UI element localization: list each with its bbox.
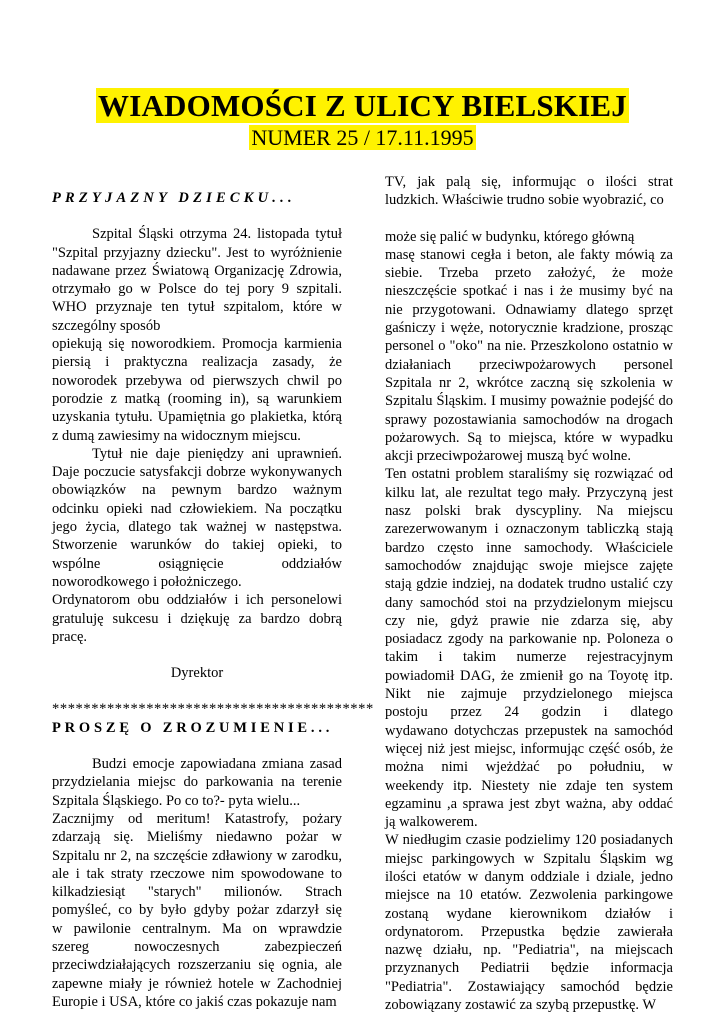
text-line: "Szpital przyjazny dziecku". Jest to wyróżnienie	[52, 244, 342, 261]
text-line: można nimi wjeżdżać po południu, w	[385, 759, 673, 776]
text-line: porodzie z matką (rooming in), są warunkiem	[52, 390, 342, 407]
text-line: kilku lat, ale rezultat tego mały. Przyczyną jest	[385, 484, 673, 501]
text-line: wspólne osiągnięcie oddziałów	[52, 555, 342, 572]
text-line: piersią i praktyczna realizacja zasady, że	[52, 354, 342, 371]
text-line: stają gdzie indziej, na dodatek trudno ustalić czy	[385, 576, 673, 593]
newsletter-title	[0, 88, 725, 124]
text-line: WHO przyznaje ten tytuł szpitalom, które w	[52, 299, 342, 316]
title-text: WIADOMOŚCI Z ULICY BIELSKIEJ	[98, 88, 627, 123]
text-line: więcej niż jest miejsc, informując część osób, że	[385, 740, 673, 757]
text-line: Ordynatorom obu oddziałów i ich personelowi	[52, 592, 342, 609]
article1-signature: Dyrektor	[170, 665, 224, 682]
text-line: ale i tak straty rzeczowe nim spowodowane to	[52, 865, 342, 882]
text-line: czy nie, gdyż prawie nie zdarza się, aby	[385, 612, 673, 629]
text-line: nazwę działu, np. "Pediatria", na miejscach	[385, 942, 673, 959]
text-line: zapewne miały je również hotele w Zachodniej	[52, 975, 342, 992]
article1-body	[52, 225, 342, 646]
text-line: nadawane przez Światową Organizację Zdrowia,	[52, 262, 342, 279]
text-line: miejsce na 10 etatów. Zezwolenia parkingowe	[385, 887, 673, 904]
text-line: ilości etatów w danym oddziale i dziale, jedno	[385, 868, 673, 885]
text-line: akcji przeciwpożarowej muszą być wolne.	[385, 448, 631, 465]
text-line: personel o "oko" na nie. Przeszkolono ostatnio w	[385, 338, 673, 355]
text-line: noworodek przebywa od pierwszych chwil po	[52, 372, 342, 389]
text-line: Szpital Śląski otrzyma 24. listopada tytuł	[92, 226, 342, 243]
text-line: pożarowych. Są to miejsca, które w wypadku	[385, 429, 673, 446]
text-line: z dumą zawiesimy na widocznym miejscu.	[52, 427, 301, 444]
text-line: nieszczęście spotkać i nas i że musimy być na	[385, 283, 673, 300]
text-line: takim i takim numerze rejestracyjnym	[385, 649, 673, 666]
text-line: gaśniczy i węże, notorycznie kradzione, prosząc	[385, 320, 673, 337]
text-line: dany samochód stoi na przydzielonym miejscu	[385, 594, 673, 611]
text-line: gratuluję sukcesu i dziękuję za bardzo dobrą	[52, 610, 342, 627]
text-line: W niedługim czasie podzielimy 120 posiadanych	[385, 832, 673, 849]
text-line: wydawano dotychczas przepustek na samochód	[385, 722, 673, 739]
text-line: Szpitala nr 2, wkrótce zaczną się szkolenia w	[385, 374, 673, 391]
text-line: szczególny sposób	[52, 317, 161, 334]
text-line: przydzielania miejsc do parkowania na terenie	[52, 774, 342, 791]
text-line: masę stanowi cegła i beton, ale fakty mówią za	[385, 246, 673, 263]
text-line: siebie. Trzeba przeto założyć, że może	[385, 265, 673, 282]
text-line: ją walkowerem.	[385, 814, 478, 831]
text-line: może się palić w budynku, którego główną	[385, 228, 635, 245]
text-line: nasz polski brak dyscypliny. Na miejscu	[385, 503, 673, 520]
text-line: Budzi emocje zapowiadana zmiana zasad	[92, 756, 342, 773]
article2-left-body	[52, 755, 342, 1011]
text-line: bardzo często inne samochody. Właściciele	[385, 539, 673, 556]
text-line: Tytuł nie daje pieniędzy ani uprawnień.	[92, 445, 342, 462]
right-column	[385, 173, 673, 1014]
text-line: samochodów znajdując swoje miejsce zajęte	[385, 557, 673, 574]
text-line: Nikt nie zajmuje przydzielonego miejsca	[385, 686, 673, 703]
text-line: powiadomił DAG, że zmienił go na Toyotę itp.	[385, 667, 673, 684]
text-line: egzaminu ,a sprawa jest zbyt ważna, aby oddać	[385, 795, 673, 812]
text-line: miejsc parkingowych w Szpitalu Śląskim wg	[385, 850, 673, 867]
text-line: zarezerwowanym i oznaczonym tabliczką stają	[385, 521, 673, 538]
text-line: obowiązków na pewnym bardzo ważnym	[52, 482, 342, 499]
text-line: otrzymało go w Polsce do tej pory 9 szpitali.	[52, 281, 342, 298]
text-line: uzyskania tytułu. Upamiętnia go plakietka, którą	[52, 409, 342, 426]
text-line: w pawilonie centralnym. Ma on wprawdzie	[52, 920, 342, 937]
text-line: nie przygotowani. Odnawiamy dlatego sprzęt	[385, 301, 673, 318]
text-line: jego życia, dlatego tak ważnej w następstwa.	[52, 519, 342, 536]
text-line: postoju przez 24 godzin i dlatego	[385, 704, 673, 721]
text-line: przeciwdziałających rozszerzaniu się ognia, ale	[52, 957, 342, 974]
text-line: TV, jak palą się, informując o ilości strat	[385, 174, 673, 190]
text-line: Szpitala Śląskiego. Po co to?- pyta wielu...	[52, 792, 301, 809]
text-line: zostaną wydane kierownikom działów i	[385, 905, 673, 922]
text-line: weekendy itp. Niestety nie zdaje ten system	[385, 777, 673, 794]
issue-text: NUMER 25 / 17.11.1995	[251, 125, 474, 150]
text-line: "Pediatria". Zostawiający samochód będzie	[385, 978, 673, 995]
text-line: działaniach przeciwpożarowych personel	[385, 356, 673, 373]
text-line: Daje poczucie satysfakcji dobrze wykonywanych	[52, 464, 342, 481]
text-line: sprawy pozostawiania samochodów na drogach	[385, 411, 673, 428]
article2-heading: PROSZĘ O ZROZUMIENIE...	[52, 719, 334, 736]
text-line: Ten ostatni problem staraliśmy się rozwiązać od	[385, 466, 673, 483]
text-line: opiekują się noworodkiem. Promocja karmienia	[52, 336, 342, 353]
article2-right-top	[385, 173, 673, 210]
text-line: zdarzają się. Mieliśmy niedawno pożar w	[52, 829, 342, 846]
text-line: odcinku opieki nad człowiekiem. Na początku	[52, 500, 342, 517]
text-line: noworodkowego i położniczego.	[52, 573, 242, 590]
text-line: Stworzenie warunków do takiej opieki, to	[52, 537, 342, 554]
text-line: Szpitalu nr 2, na szczęście zdławiony w zarodku,	[52, 847, 342, 864]
text-line: Europie i USA, które co jakiś czas pokazuje nam	[52, 993, 337, 1010]
text-line: ludzkich. Właściwie trudno sobie wyobrazić, co	[385, 192, 664, 209]
text-line: Zacznijmy od meritum! Katastrofy, pożary	[52, 810, 342, 827]
text-line: zobowiązany zostawić za szybą przepustkę. W	[385, 997, 657, 1014]
left-column	[52, 189, 374, 1011]
text-line: szereg nowoczesnych zabezpieczeń	[52, 938, 342, 955]
text-line: pomyśleć, co by było gdyby pożar zdarzył się	[52, 902, 342, 919]
text-line: kilkadziesiąt "starych" milionów. Strach	[52, 884, 342, 901]
issue-number	[0, 125, 725, 151]
article2-right-body	[385, 228, 673, 1015]
text-line: posiadacz zgody na parkowanie np. Poloneza o	[385, 631, 673, 648]
text-line: ordynatorom. Przepustka będzie zawierała	[385, 923, 673, 940]
text-line: przyznanych Pediatrii będzie informacja	[385, 960, 673, 977]
text-line: pracę.	[52, 628, 88, 645]
article1-heading: PRZYJAZNY DZIECKU...	[52, 190, 296, 206]
separator: *****************************************	[52, 701, 374, 718]
text-line: Szpitalu Śląskim. I musimy poważnie podejść do	[385, 393, 673, 410]
